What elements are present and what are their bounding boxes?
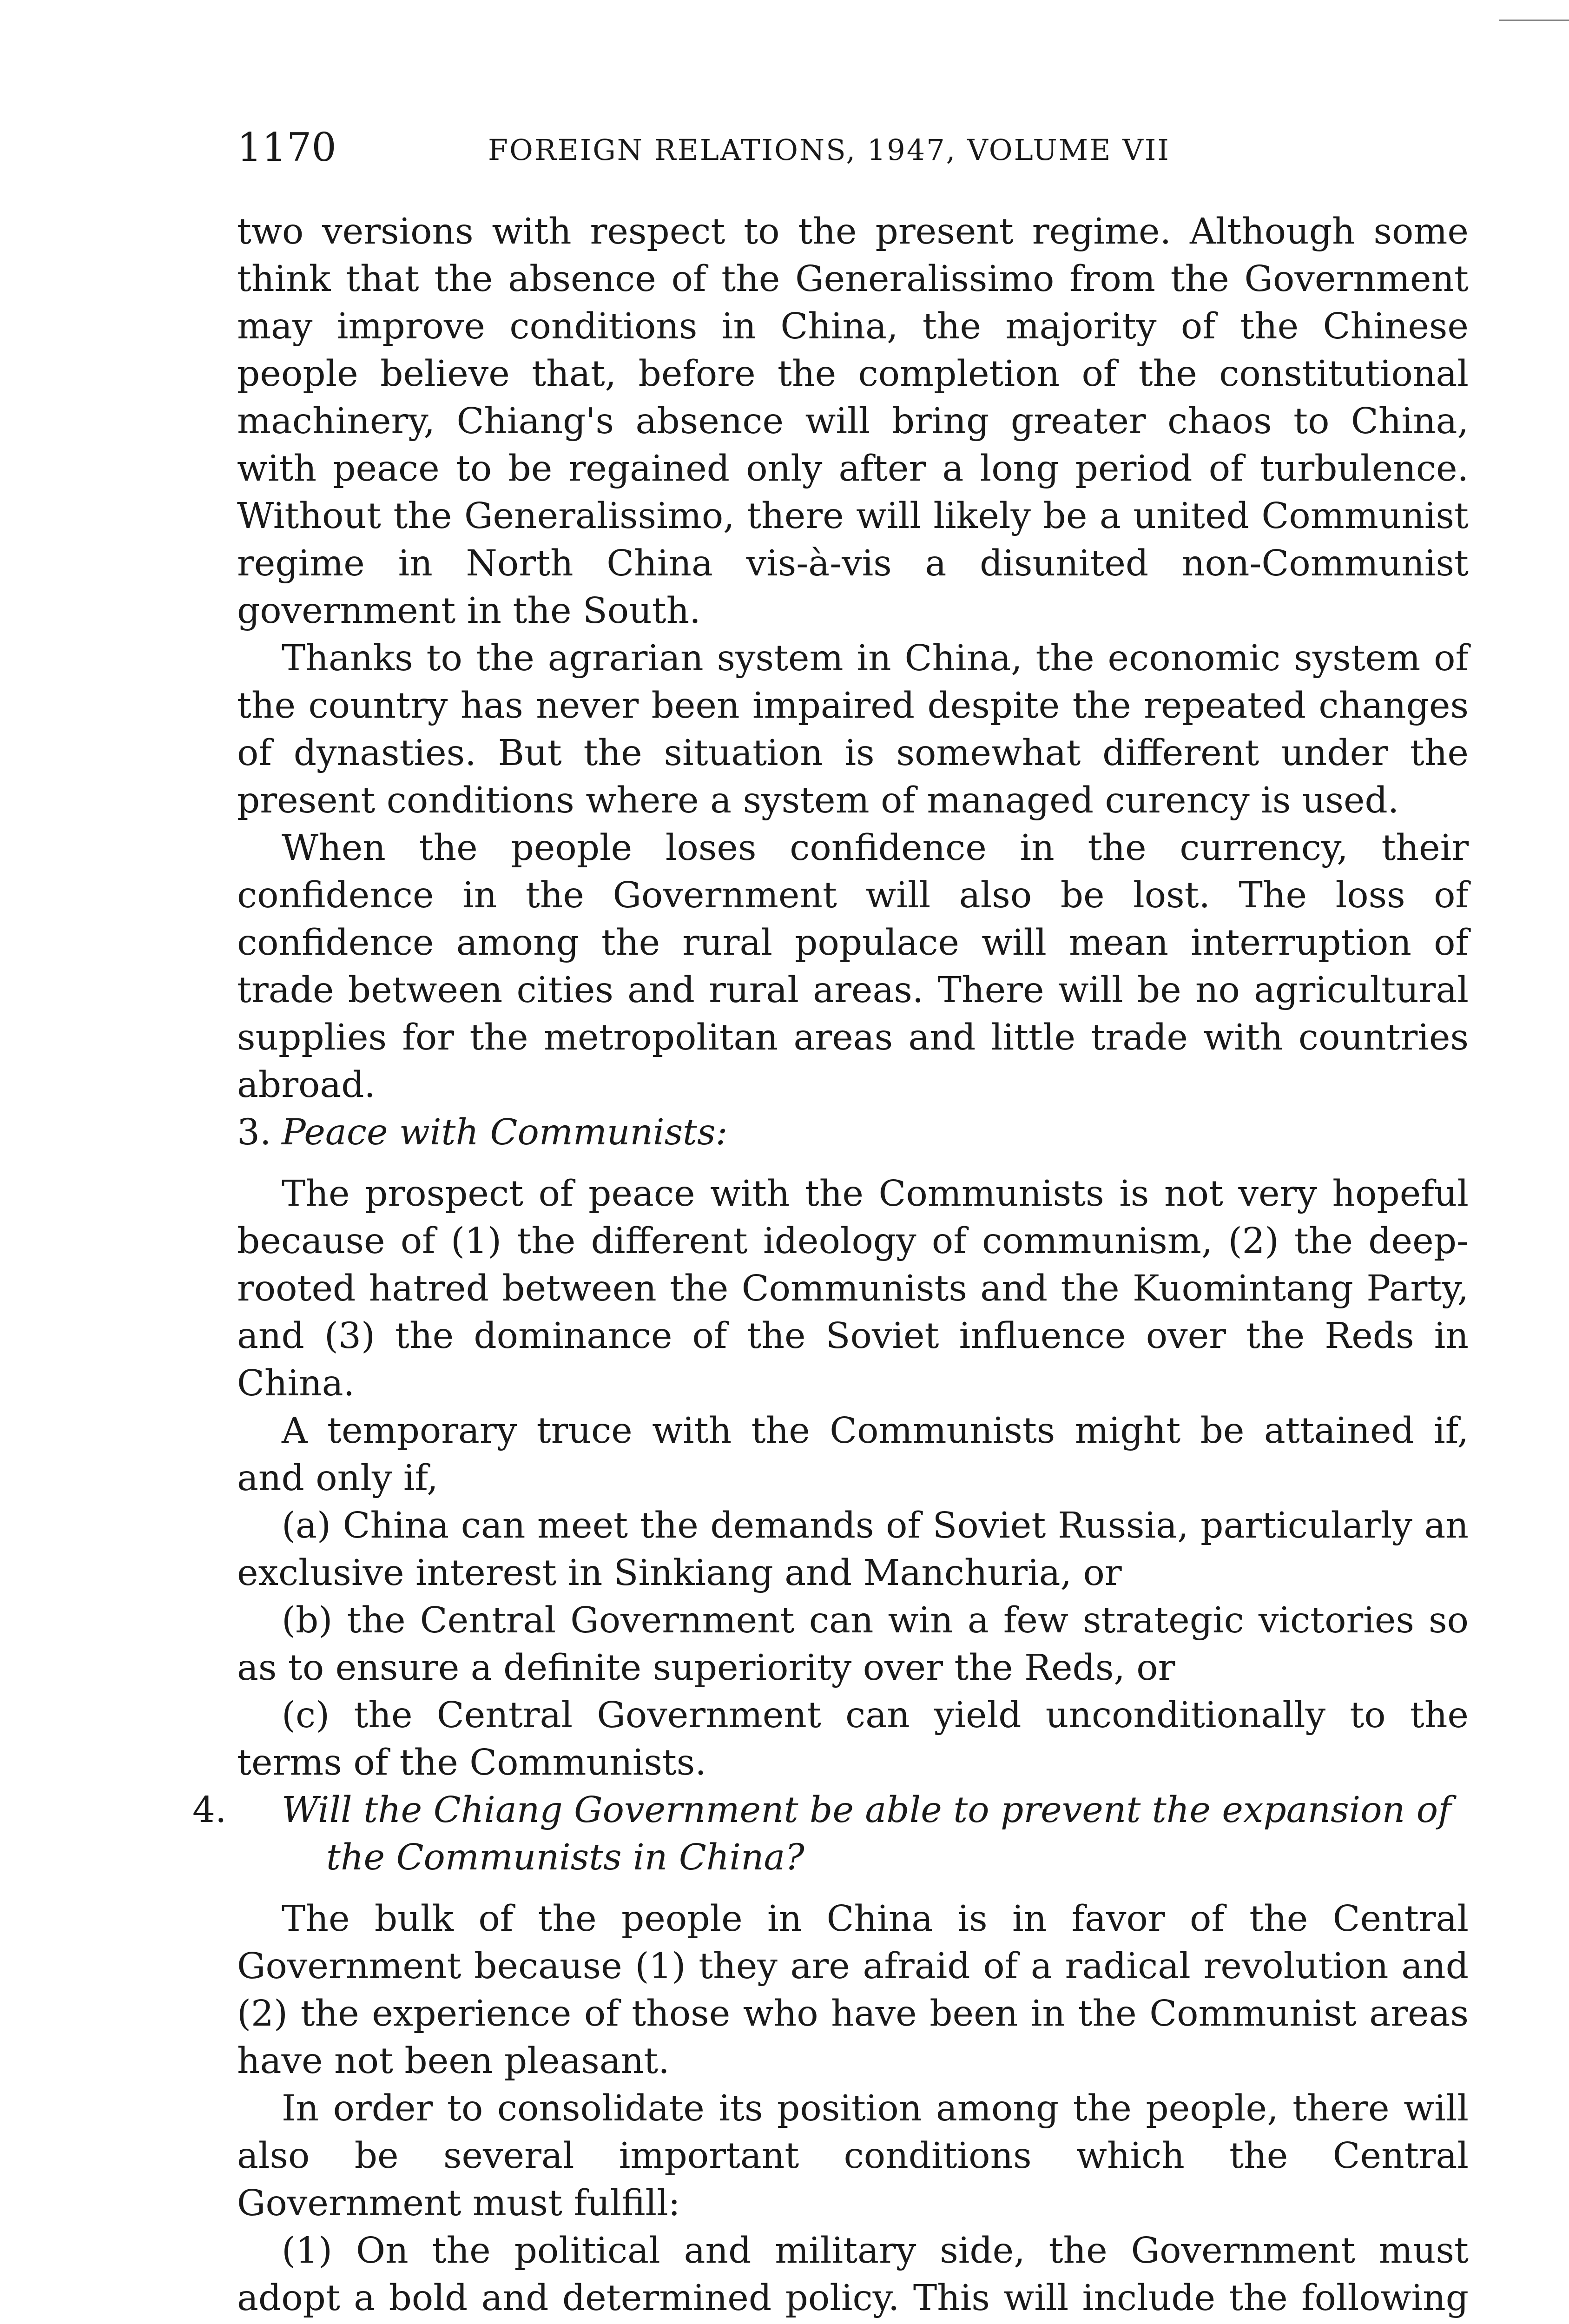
section-title-line-1: Will the Chiang Government be able to prevent the expansion of	[282, 1789, 1451, 1831]
section-number: 3.	[237, 1112, 271, 1153]
list-item-b: (b) the Central Government can win a few strategic victories so as to ensure a definite superiority over the Reds, or	[237, 1600, 1469, 1689]
page-header	[237, 122, 1464, 173]
section-title-line-2: the Communists in China?	[326, 1837, 804, 1878]
section-number: 4.	[192, 1789, 227, 1831]
paragraph-currency: When the people loses confidence in the currency, their confidence in the Government will also be lost. The loss of confidence among the rural populace will mean interruption of trade between cities and rural areas. There will be no agricultural supplies for the metropolitan areas and little trade with countries abroad.	[237, 827, 1469, 1106]
paragraph-political: (1) On the political and military side, the Government must adopt a bold and determined policy. This will include the following	[237, 2230, 1469, 2319]
paragraph-truce: A temporary truce with the Communists might be attained if, and only if,	[237, 1410, 1469, 1499]
paragraph-consolidate: In order to consolidate its position among the people, there will also be several important conditions which the Central Government must fulfill:	[237, 2088, 1469, 2224]
section-heading-3	[237, 1109, 1469, 1156]
paragraph-bulk: The bulk of the people in China is in favor of the Central Government because (1) they are afraid of a radical revolution and (2) the experience of those who have been in the Communist areas have not been pleasant.	[237, 1898, 1469, 2082]
paragraph-agrarian: Thanks to the agrarian system in China, the economic system of the country has never been impaired despite the repeated changes of dynasties. But the situation is somewhat different under the present conditions where a system of managed curency is used.	[237, 638, 1469, 821]
document-body	[192, 208, 1469, 2324]
corner-scan-mark	[1499, 20, 1569, 21]
list-item-a: (a) China can meet the demands of Soviet Russia, particularly an exclusive interest in Sinkiang and Manchuria, or	[237, 1505, 1469, 1594]
paragraph-prospect: The prospect of peace with the Communists is not very hopeful because of (1) the different ideology of communism, (2) the deep-rooted hatred between the Communists and the Kuomintang Party, and (3) the dominance of the Soviet influence over the Reds in China.	[237, 1173, 1469, 1404]
section-title: Peace with Communists:	[282, 1112, 728, 1153]
running-head: FOREIGN RELATIONS, 1947, VOLUME VII	[488, 133, 1170, 167]
section-heading-4	[192, 1787, 1469, 1882]
paragraph-intro: two versions with respect to the present regime. Although some think that the absence of the Generalissimo from the Government may improve conditions in China, the majority of the Chinese people believe that, before the completion of the constitutional machinery, Chiang's absence will bring greater chaos to China, with peace to be regained only after a long period of turbulence. Without the Generalissimo, there will likely be a united Communist regime in North China vis-à-vis a disunited non-Communist government in the South.	[237, 211, 1469, 632]
list-item-c: (c) the Central Government can yield unconditionally to the terms of the Communists.	[237, 1695, 1469, 1783]
page-number: 1170	[237, 125, 336, 170]
